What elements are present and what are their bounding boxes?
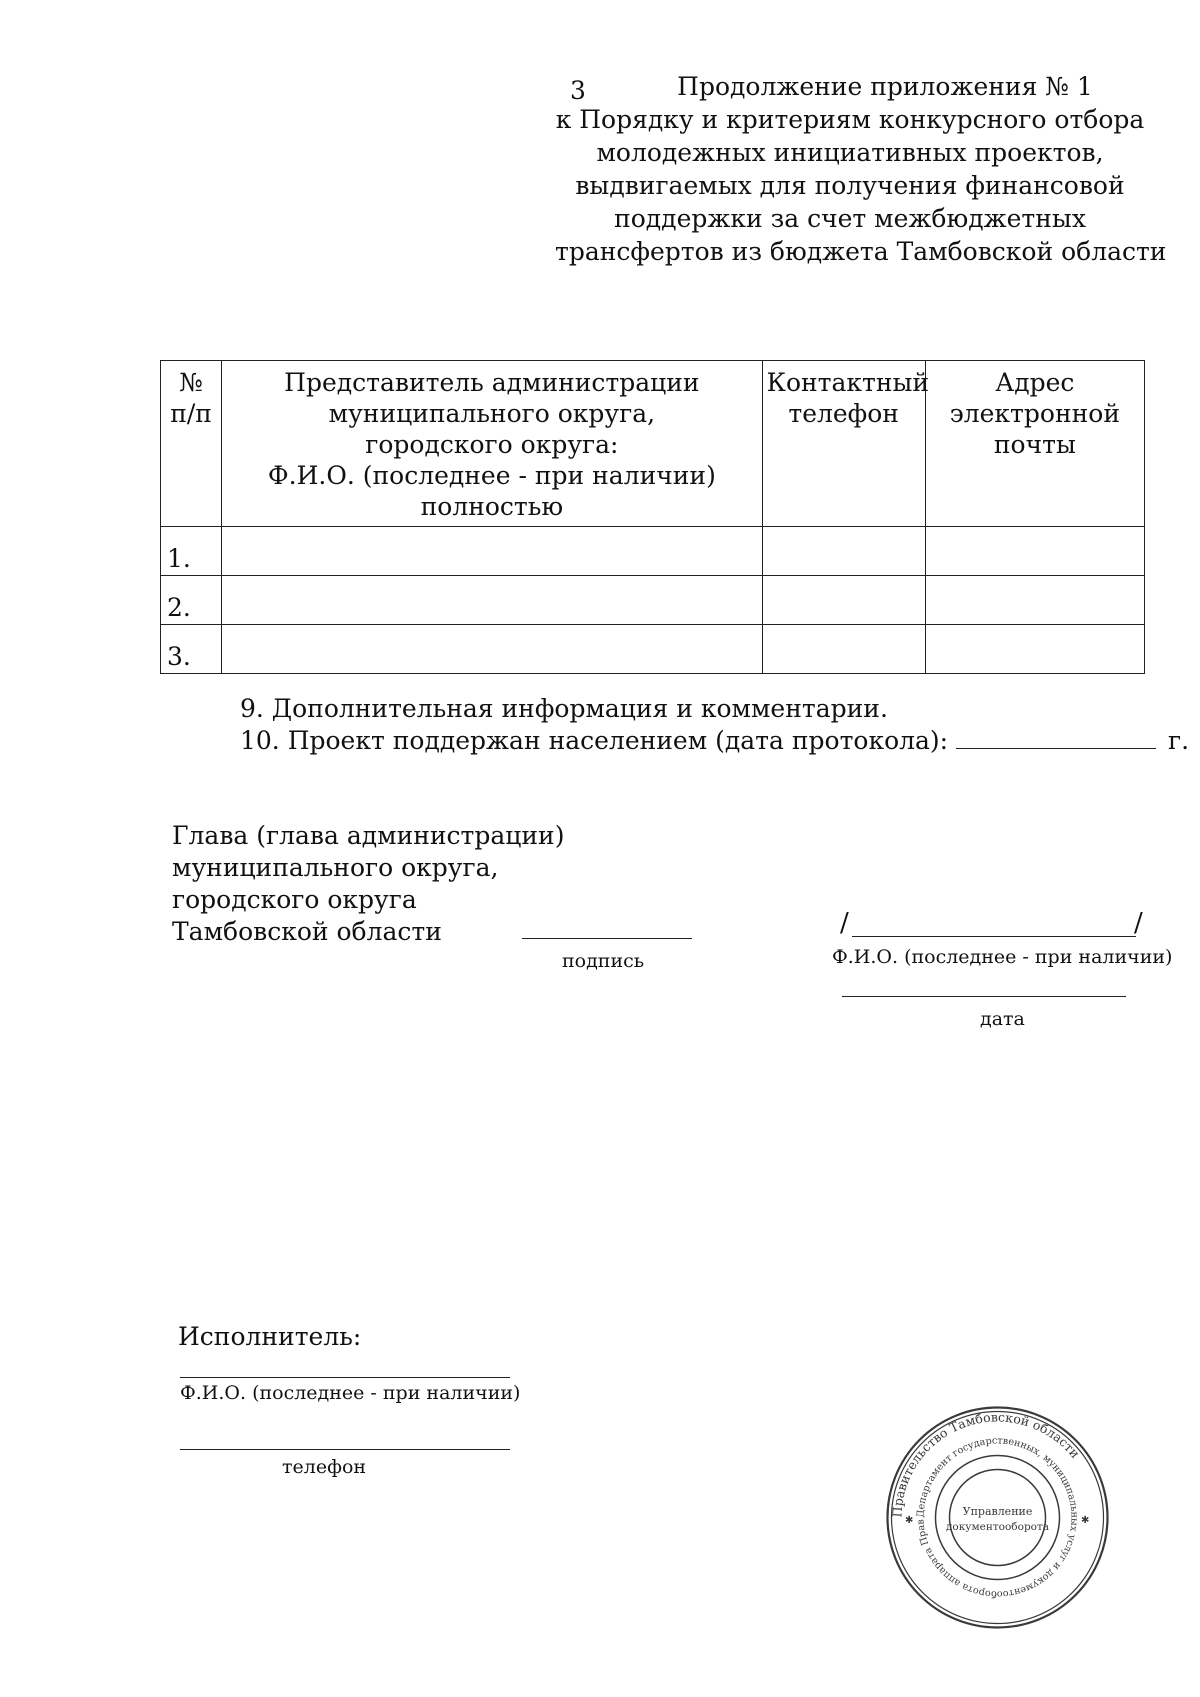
fio-slash-right: / bbox=[1134, 908, 1143, 938]
header-text: № bbox=[179, 368, 203, 397]
table-row bbox=[161, 576, 1145, 625]
header-text: полностью bbox=[420, 492, 564, 521]
stamp-star-icon: ✱ bbox=[1081, 1515, 1090, 1526]
signature-line[interactable] bbox=[522, 938, 692, 939]
signature-label: подпись bbox=[562, 950, 645, 972]
header-text: Адрес bbox=[995, 368, 1075, 397]
table-header-row bbox=[161, 361, 1145, 527]
date-line[interactable] bbox=[842, 996, 1126, 997]
table-row bbox=[161, 625, 1145, 674]
email-cell[interactable] bbox=[925, 576, 1144, 625]
header-line: к Порядку и критериям конкурсного отбора bbox=[555, 105, 1145, 134]
header-text: муниципального округа, bbox=[328, 399, 656, 428]
item-10-text: 10. Проект поддержан населением (дата протокола): bbox=[240, 726, 949, 755]
header-text: Контактный bbox=[766, 368, 930, 397]
stamp-center-line1: Управление bbox=[962, 1505, 1033, 1518]
head-signatory-block bbox=[172, 820, 564, 948]
representatives-table bbox=[160, 360, 1145, 674]
header-text: п/п bbox=[170, 399, 212, 428]
item-10 bbox=[240, 726, 1189, 755]
header-text: городского округа: bbox=[365, 430, 619, 459]
email-cell[interactable] bbox=[925, 625, 1144, 674]
phone-cell[interactable] bbox=[762, 625, 925, 674]
stamp-seal bbox=[885, 1405, 1110, 1630]
col-number-header bbox=[161, 361, 222, 527]
row-number: 1. bbox=[161, 527, 222, 576]
fio-label: Ф.И.О. (последнее - при наличии) bbox=[832, 946, 1173, 968]
phone-cell[interactable] bbox=[762, 527, 925, 576]
email-cell[interactable] bbox=[925, 527, 1144, 576]
head-line: муниципального округа, bbox=[172, 853, 499, 882]
item-9: 9. Дополнительная информация и комментарии. bbox=[240, 694, 888, 723]
header-text: Представитель администрации bbox=[284, 368, 700, 397]
protocol-date-field[interactable] bbox=[956, 748, 1156, 749]
stamp-middle-text: Департамент государственных, муниципальных услуг и документооборота аппарата Прав bbox=[915, 1435, 1080, 1600]
representative-cell[interactable] bbox=[222, 576, 762, 625]
year-suffix: г. bbox=[1168, 726, 1190, 755]
date-label: дата bbox=[980, 1008, 1025, 1030]
header-line: Продолжение приложения № 1 bbox=[677, 72, 1093, 101]
header-line: поддержки за счет межбюджетных bbox=[614, 204, 1086, 233]
phone-cell[interactable] bbox=[762, 576, 925, 625]
executor-phone-label: телефон bbox=[282, 1456, 367, 1478]
executor-fio-label: Ф.И.О. (последнее - при наличии) bbox=[180, 1382, 521, 1404]
executor-phone-line[interactable] bbox=[180, 1449, 510, 1450]
header-text: Ф.И.О. (последнее - при наличии) bbox=[267, 461, 716, 490]
table-row bbox=[161, 527, 1145, 576]
head-line: Тамбовской области bbox=[172, 917, 442, 946]
executor-fio-line[interactable] bbox=[180, 1377, 510, 1378]
col-representative-header bbox=[222, 361, 762, 527]
header-text: электронной bbox=[949, 399, 1120, 428]
fio-line[interactable] bbox=[852, 936, 1136, 937]
official-stamp bbox=[885, 1405, 1110, 1630]
col-email-header bbox=[925, 361, 1144, 527]
head-line: Глава (глава администрации) bbox=[172, 821, 565, 850]
stamp-outer-text: Правительство Тамбовской области bbox=[889, 1409, 1083, 1518]
header-text: телефон bbox=[788, 399, 899, 428]
header-line: трансфертов из бюджета Тамбовской области bbox=[555, 237, 1167, 266]
row-number: 2. bbox=[161, 576, 222, 625]
fio-slash-left: / bbox=[840, 908, 849, 938]
header-line: выдвигаемых для получения финансовой bbox=[575, 171, 1125, 200]
header-text: почты bbox=[993, 430, 1076, 459]
head-line: городского округа bbox=[172, 885, 417, 914]
representative-cell[interactable] bbox=[222, 625, 762, 674]
executor-title: Исполнитель: bbox=[178, 1322, 362, 1351]
page-number: 3 bbox=[570, 76, 586, 105]
appendix-header bbox=[555, 70, 1167, 268]
stamp-center-line2: документооборота bbox=[945, 1521, 1050, 1533]
stamp-star-icon: ✱ bbox=[905, 1515, 914, 1526]
representative-cell[interactable] bbox=[222, 527, 762, 576]
row-number: 3. bbox=[161, 625, 222, 674]
col-phone-header bbox=[762, 361, 930, 527]
header-line: молодежных инициативных проектов, bbox=[596, 138, 1104, 167]
